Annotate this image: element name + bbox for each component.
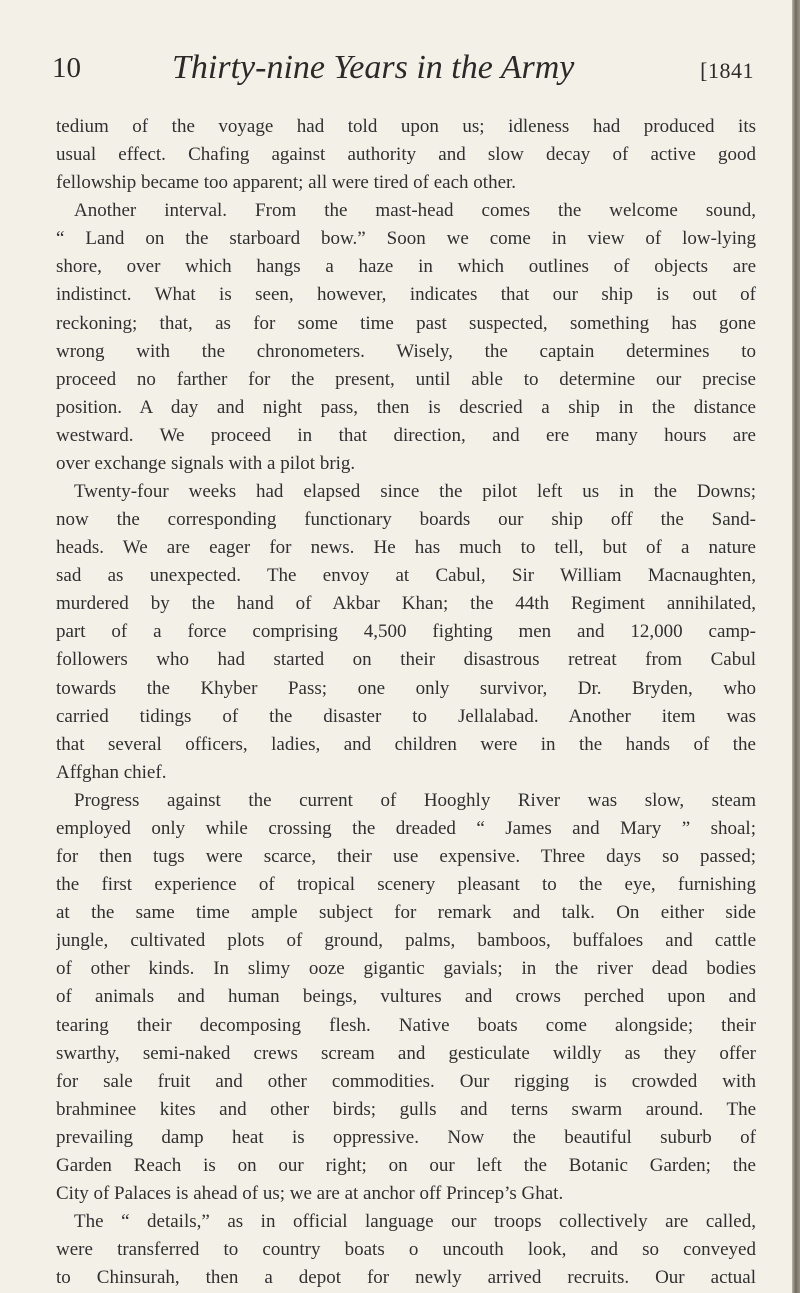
running-header xyxy=(52,48,754,92)
running-title: Thirty-nine Years in the Army xyxy=(172,49,575,86)
text-line: murdered by the hand of Akbar Khan; the 44th Regiment annihilated, xyxy=(56,593,756,615)
text-line: reckoning; that, as for some time past suspected, something has gone xyxy=(56,312,756,334)
text-line: usual effect. Chafing against authority and slow decay of active good xyxy=(56,144,756,166)
text-line: prevailing damp heat is oppressive. Now the beautiful suburb of xyxy=(56,1126,756,1148)
text-line: brahminee kites and other birds; gulls and terns swarm around. The xyxy=(56,1098,756,1120)
text-line: towards the Khyber Pass; one only survivor, Dr. Bryden, who xyxy=(56,677,756,699)
text-line: Garden Reach is on our right; on our left the Botanic Garden; the xyxy=(56,1154,756,1176)
text-line: City of Palaces is ahead of us; we are at anchor off Princep’s Ghat. xyxy=(56,1182,564,1204)
text-line: over exchange signals with a pilot brig. xyxy=(56,452,356,474)
text-line: position. A day and night pass, then is descried a ship in the distance xyxy=(56,396,756,418)
text-line: for then tugs were scarce, their use expensive. Three days so passed; xyxy=(56,846,756,868)
text-line: that several officers, ladies, and children were in the hands of the xyxy=(56,733,756,755)
text-line: heads. We are eager for news. He has much to tell, but of a nature xyxy=(56,537,756,559)
text-line: Affghan chief. xyxy=(56,761,167,783)
text-line: wrong with the chronometers. Wisely, the captain determines to xyxy=(56,340,756,362)
text-line: “ Land on the starboard bow.” Soon we come in view of low-lying xyxy=(56,228,756,250)
text-line: for sale fruit and other commodities. Our rigging is crowded with xyxy=(56,1070,756,1092)
text-line: part of a force comprising 4,500 fighting men and 12,000 camp- xyxy=(56,621,756,643)
text-line: tearing their decomposing flesh. Native boats come alongside; their xyxy=(56,1014,756,1036)
text-line: were transferred to country boats o uncouth look, and so conveyed xyxy=(56,1239,756,1261)
text-line: employed only while crossing the dreaded “ James and Mary ” shoal; xyxy=(56,817,756,839)
text-line: the first experience of tropical scenery pleasant to the eye, furnishing xyxy=(56,874,756,896)
text-line: westward. We proceed in that direction, and ere many hours are xyxy=(56,424,756,446)
text-line: followers who had started on their disastrous retreat from Cabul xyxy=(56,649,756,671)
text-line: Twenty-four weeks had elapsed since the pilot left us in the Downs; xyxy=(74,481,756,503)
text-line: shore, over which hangs a haze in which outlines of objects are xyxy=(56,256,756,278)
text-line: indistinct. What is seen, however, indicates that our ship is out of xyxy=(56,284,756,306)
text-line: The “ details,” as in official language our troops collectively are called, xyxy=(74,1211,756,1233)
text-line: proceed no farther for the present, until able to determine our precise xyxy=(56,368,756,390)
text-line: to Chinsurah, then a depot for newly arrived recruits. Our actual xyxy=(56,1267,756,1289)
text-line: of animals and human beings, vultures and crows perched upon and xyxy=(56,986,756,1008)
text-line: swarthy, semi-naked crews scream and gesticulate wildly as they offer xyxy=(56,1042,756,1064)
text-line: now the corresponding functionary boards our ship off the Sand- xyxy=(56,509,756,531)
body-text xyxy=(56,113,756,1292)
text-line: sad as unexpected. The envoy at Cabul, Sir William Macnaughten, xyxy=(56,565,756,587)
year-marker: [1841 xyxy=(700,58,754,83)
text-line: jungle, cultivated plots of ground, palms, bamboos, buffaloes and cattle xyxy=(56,930,756,952)
text-line: carried tidings of the disaster to Jellalabad. Another item was xyxy=(56,705,756,727)
text-line: at the same time ample subject for remark and talk. On either side xyxy=(56,902,756,924)
text-line: Another interval. From the mast-head comes the welcome sound, xyxy=(74,200,756,222)
page-number: 10 xyxy=(52,52,81,84)
text-line: tedium of the voyage had told upon us; idleness had produced its xyxy=(56,116,756,137)
text-line: fellowship became too apparent; all were tired of each other. xyxy=(56,172,517,194)
page-edge-shadow xyxy=(792,0,800,1293)
text-line: Progress against the current of Hooghly River was slow, steam xyxy=(74,789,756,811)
text-line: of other kinds. In slimy ooze gigantic gavials; in the river dead bodies xyxy=(56,958,756,980)
